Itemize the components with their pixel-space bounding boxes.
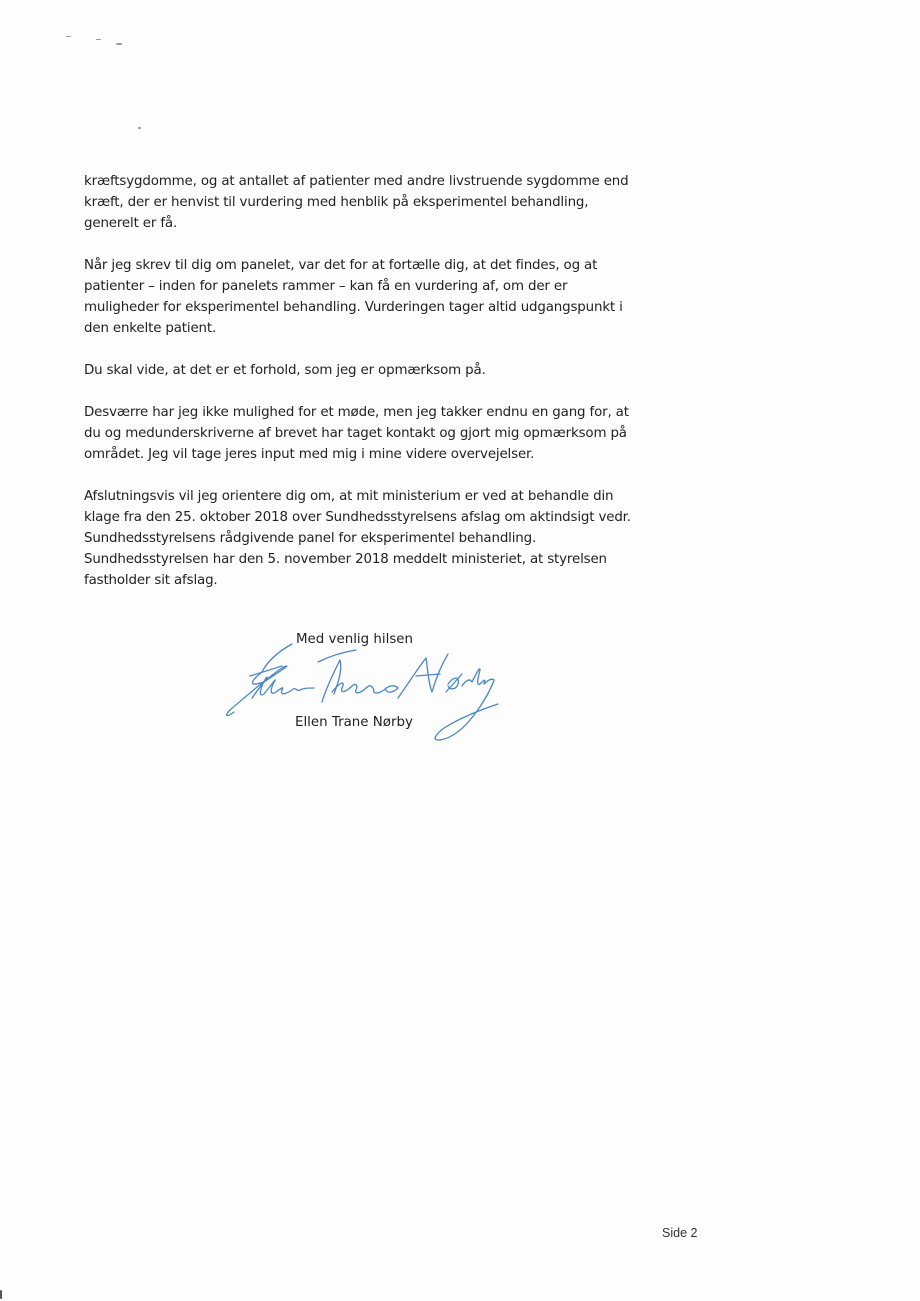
page-number: Side 2 <box>662 1226 698 1240</box>
paragraph: Afslutningsvis vil jeg orientere dig om, at mit ministerium er ved at behandle din klage fra den 25. oktober 2018 over Sundhedsstyrelsens afslag om aktindsigt vedr. Sundhedsstyrelsens rådgivende panel for eksperimentel behandling. Sundhedsstyrelsen har den 5. november 2018 meddelt ministeriet, at styrelsen fastholder sit afslag. <box>84 489 631 588</box>
scan-speck <box>0 1290 2 1299</box>
closing-salutation: Med venlig hilsen <box>296 632 414 647</box>
paragraph: Du skal vide, at det er et forhold, som jeg er opmærksom på. <box>84 363 486 378</box>
paragraph: Når jeg skrev til dig om panelet, var det for at fortælle dig, at det findes, og at patienter – inden for panelets rammer – kan få en vurdering af, om der er muligheder for eksperimentel behandling. Vurderingen tager altid udgangspunkt i den enkelte patient. <box>84 258 623 336</box>
letter-body <box>84 171 644 612</box>
paragraph: kræftsygdomme, og at antallet af patienter med andre livstruende sygdomme end kræft, der er henvist til vurdering med henblik på eksperimentel behandling, generelt er få. <box>84 174 629 231</box>
scan-speck <box>138 127 141 129</box>
paragraph: Desværre har jeg ikke mulighed for et møde, men jeg takker endnu en gang for, at du og medunderskriverne af brevet har taget kontakt og gjort mig opmærksom på området. Jeg vil tage jeres input med mig i mine videre overvejelser. <box>84 405 629 462</box>
signer-name: Ellen Trane Nørby <box>295 715 413 730</box>
scan-speck <box>96 39 101 40</box>
scan-speck <box>66 36 71 37</box>
scan-speck <box>116 43 122 45</box>
